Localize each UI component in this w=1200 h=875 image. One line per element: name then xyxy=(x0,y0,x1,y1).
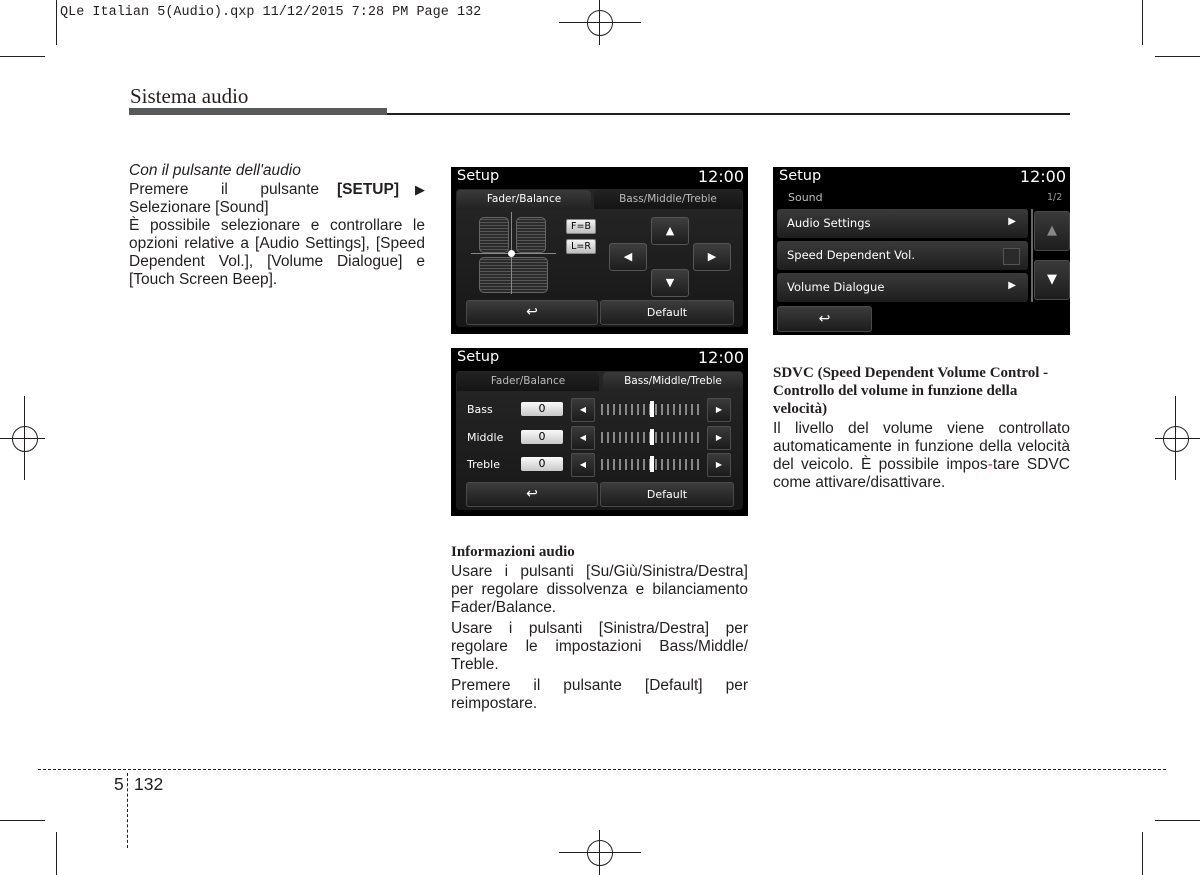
back-button[interactable]: ↩ xyxy=(466,300,598,325)
menu-item-speed-dependent-vol[interactable] xyxy=(777,241,1028,270)
sdvc-heading: SDVC (Speed Dependent Volume Control - Controllo del volume in funzione della velocità) xyxy=(773,365,1049,417)
tab-bass-middle-treble[interactable]: Bass/Middle/Treble xyxy=(603,372,743,391)
screen-title: Setup xyxy=(779,168,822,184)
info-paragraph: Premere il pulsante [Default] per reimpostare. xyxy=(451,677,748,712)
crop-mark xyxy=(1142,0,1143,45)
chapter-number: 5 xyxy=(114,774,124,794)
eq-value: 0 xyxy=(521,402,563,416)
scroll-down-button[interactable]: ▼ xyxy=(1034,260,1070,300)
eq-value: 0 xyxy=(521,430,563,444)
hyphen-mark: - xyxy=(987,456,993,473)
crop-mark xyxy=(0,56,45,57)
crop-mark xyxy=(1155,56,1200,57)
eq-decrease-button[interactable]: ◀ xyxy=(571,453,595,477)
crop-mark xyxy=(56,832,57,875)
chevron-right-icon: ▶ xyxy=(1008,216,1016,227)
scroll-up-button[interactable]: ▲ xyxy=(1034,211,1070,251)
registration-mark-icon xyxy=(587,840,613,866)
menu-item-volume-dialogue[interactable] xyxy=(777,273,1028,302)
menu-item-label: Volume Dialogue xyxy=(787,280,885,294)
crop-mark xyxy=(1155,820,1200,821)
sdvc-paragraph: Il livello del volume viene controllato automaticamente in funzione della velocità del veicolo. È possibile impos-tare SDVC come attivare/disattivare. xyxy=(773,420,1070,491)
screen-clock: 12:00 xyxy=(697,348,744,367)
crop-mark xyxy=(56,0,57,45)
eq-decrease-button[interactable]: ◀ xyxy=(571,398,595,422)
fader-up-button[interactable]: ▲ xyxy=(651,217,689,245)
fb-indicator: F=B xyxy=(566,219,596,234)
seat-rear-icon xyxy=(479,257,548,293)
sdvc-block xyxy=(773,364,1070,492)
print-slug: QLe Italian 5(Audio).qxp 11/12/2015 7:28 PM Page 132 xyxy=(60,5,482,20)
eq-slider-knob[interactable] xyxy=(650,401,654,417)
eq-label: Bass xyxy=(467,403,493,416)
back-button[interactable]: ↩ xyxy=(777,306,872,332)
tab-fader-balance[interactable]: Fader/Balance xyxy=(457,372,599,391)
tab-fader-balance[interactable]: Fader/Balance xyxy=(457,190,591,209)
chevron-right-icon: ▶ xyxy=(1008,280,1016,291)
balance-left-button[interactable]: ◀ xyxy=(609,243,647,271)
default-button[interactable]: Default xyxy=(600,482,734,507)
screen-title: Setup xyxy=(457,168,500,184)
lr-indicator: L=R xyxy=(566,239,596,254)
screen-bass-middle-treble xyxy=(451,348,748,516)
info-heading: Informazioni audio xyxy=(451,544,575,560)
info-paragraph: Usare i pulsanti [Su/Giù/Sinistra/Destra] per regolare dissolvenza e bilanciamento Fader/Balance. xyxy=(451,563,748,616)
menu-subtitle: Sound xyxy=(788,191,823,204)
page-number: 132 xyxy=(134,774,164,794)
eq-slider-knob[interactable] xyxy=(650,456,654,472)
section-title: Sistema audio xyxy=(130,84,249,108)
header-rule xyxy=(387,113,1070,115)
screen-sound-menu xyxy=(773,167,1070,335)
menu-item-label: Audio Settings xyxy=(787,216,871,230)
menu-item-label: Speed Dependent Vol. xyxy=(787,248,915,262)
balance-right-button[interactable]: ▶ xyxy=(693,243,731,271)
fader-down-button[interactable]: ▼ xyxy=(651,269,689,297)
seat-front-left-icon xyxy=(479,217,509,253)
arrow-icon: ▶ xyxy=(415,182,425,197)
registration-mark-icon xyxy=(587,10,613,36)
scrollbar[interactable] xyxy=(1031,209,1033,302)
eq-decrease-button[interactable]: ◀ xyxy=(571,426,595,450)
header-bar xyxy=(129,108,387,115)
info-paragraph: Usare i pulsanti [Sinistra/Destra] per regolare le impostazioni Bass/Middle/ Treble. xyxy=(451,620,748,673)
left-paragraph: È possibile selezionare e controllare le opzioni relative a [Audio Settings], [Speed Dependent Vol.], [Volume Dialogue] e [Touch Screen Beep]. xyxy=(129,217,425,288)
tab-bass-middle-treble[interactable]: Bass/Middle/Treble xyxy=(594,190,742,209)
screen-clock: 12:00 xyxy=(1019,167,1066,186)
left-heading: Con il pulsante dell'audio xyxy=(129,162,301,179)
back-button[interactable]: ↩ xyxy=(466,482,598,507)
eq-increase-button[interactable]: ▶ xyxy=(707,398,731,422)
page-indicator: 1/2 xyxy=(1047,192,1063,203)
info-block xyxy=(451,543,748,713)
left-line2: Selezionare [Sound] xyxy=(129,199,269,216)
eq-value: 0 xyxy=(521,457,563,471)
footer-rule xyxy=(38,769,1166,770)
eq-increase-button[interactable]: ▶ xyxy=(707,453,731,477)
eq-label: Treble xyxy=(467,458,500,471)
registration-mark-icon xyxy=(12,426,38,452)
eq-label: Middle xyxy=(467,431,504,444)
menu-item-audio-settings[interactable] xyxy=(777,209,1028,238)
screen-fader-balance xyxy=(451,167,748,334)
left-column xyxy=(129,162,425,289)
footer-divider xyxy=(127,773,128,848)
crop-mark xyxy=(1142,832,1143,875)
screen-clock: 12:00 xyxy=(697,167,744,186)
screen-title: Setup xyxy=(457,349,500,365)
seat-front-right-icon xyxy=(516,217,546,253)
eq-increase-button[interactable]: ▶ xyxy=(707,426,731,450)
eq-slider-knob[interactable] xyxy=(650,429,654,445)
crop-mark xyxy=(0,820,45,821)
setup-key-label: [SETUP] xyxy=(337,181,399,198)
checkbox[interactable] xyxy=(1003,248,1020,265)
registration-mark-icon xyxy=(1163,426,1189,452)
default-button[interactable]: Default xyxy=(600,300,734,325)
left-line1-text: Premere il pulsante xyxy=(129,181,319,198)
